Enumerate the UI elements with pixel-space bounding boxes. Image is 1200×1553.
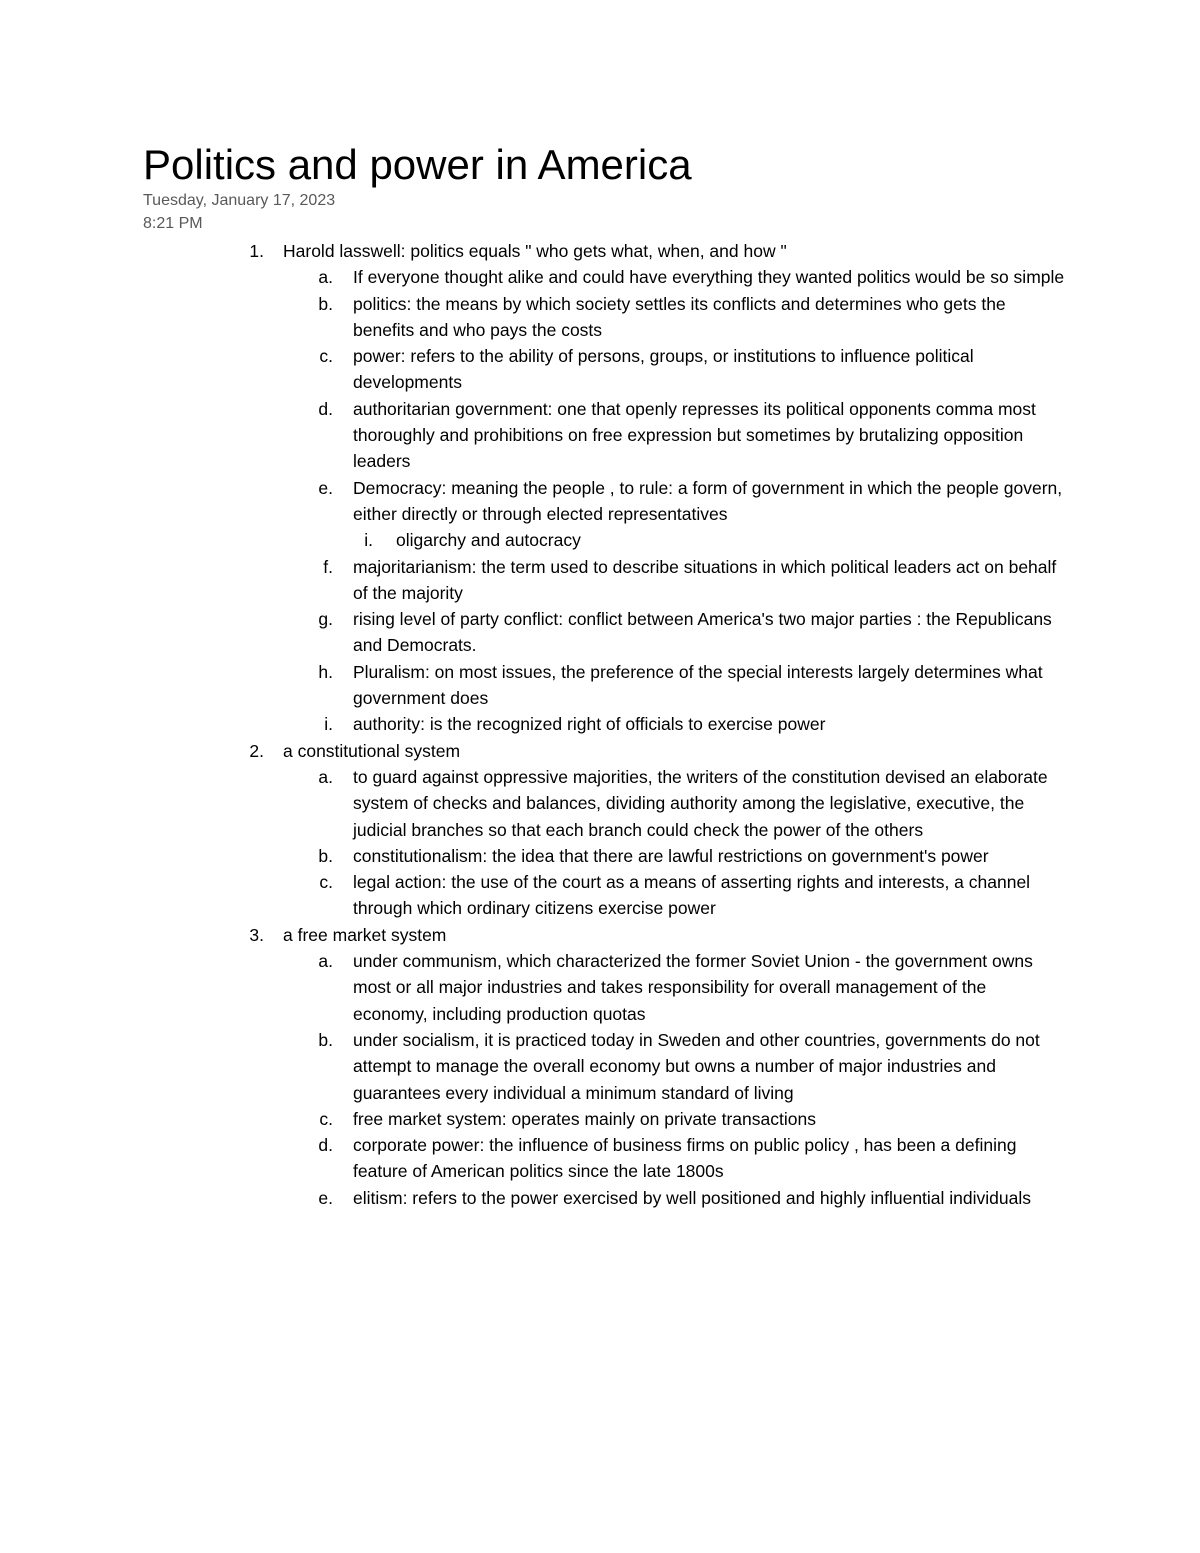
outline-subitem (0, 396, 1200, 475)
outline-subitem (0, 659, 1200, 712)
outline-text: oligarchy and autocracy (396, 530, 581, 551)
list-marker: d. (318, 398, 333, 419)
outline-text: Democracy: meaning the people , to rule: a form of government in which the people govern, either directly or through elected representatives (353, 477, 1063, 524)
list-marker: b. (318, 845, 333, 866)
outline-text: authoritarian government: one that openly represses its political opponents comma most thoroughly and prohibitions on free expression but sometimes by brutalizing opposition leaders (353, 398, 1036, 472)
list-marker: a. (318, 766, 333, 787)
list-marker: i. (324, 714, 333, 735)
outline-subitem (0, 764, 1200, 843)
outline-subitem (0, 1185, 1200, 1211)
list-marker: d. (318, 1135, 333, 1156)
outline-text: a constitutional system (283, 740, 461, 761)
outline-text: constitutionalism: the idea that there are lawful restrictions on government's power (353, 845, 989, 866)
outline-subitem (0, 869, 1200, 922)
list-marker: 2. (249, 740, 264, 761)
outline-text: Pluralism: on most issues, the preference of the special interests largely determines what government does (353, 661, 1043, 709)
list-marker: i. (364, 530, 373, 551)
outline-subitem (0, 343, 1200, 396)
outline-subitem (0, 711, 1200, 737)
list-marker: b. (318, 293, 333, 314)
outline-subitem (0, 606, 1200, 659)
outline-text: a free market system (283, 924, 447, 945)
outline-text: authority: is the recognized right of officials to exercise power (353, 714, 826, 735)
list-marker: 3. (249, 924, 264, 945)
outline-subitem (0, 554, 1200, 607)
outline-text: politics: the means by which society settles its conflicts and determines who gets the benefits and who pays the costs (353, 293, 1006, 340)
outline-text: to guard against oppressive majorities, the writers of the constitution devised an elaborate system of checks and balances, dividing authority among the legislative, executive, the judicial branches so that each branch could check the power of the others (353, 766, 1048, 840)
list-marker: c. (319, 872, 333, 893)
outline-item (0, 238, 1200, 264)
list-marker: f. (323, 556, 333, 577)
outline-text: free market system: operates mainly on private transactions (353, 1108, 816, 1129)
outline-item (0, 922, 1200, 948)
outline-text: If everyone thought alike and could have everything they wanted politics would be so simple (353, 267, 1065, 288)
outline-text: majoritarianism: the term used to describe situations in which political leaders act on behalf of the majority (353, 556, 1057, 603)
list-marker: 1. (249, 241, 264, 261)
outline-text: under communism, which characterized the former Soviet Union - the government owns most or all major industries and takes responsibility for overall management of the economy, including production quotas (353, 951, 1033, 1024)
outline-subsubitem (0, 527, 1200, 553)
outline-subitem (0, 843, 1200, 869)
outline-subitem (0, 1106, 1200, 1132)
outline-text: rising level of party conflict: conflict between America's two major parties : the Republicans and Democrats. (353, 609, 1052, 656)
list-marker: a. (318, 951, 333, 972)
outline-subitem (0, 475, 1200, 528)
list-marker: c. (319, 346, 333, 367)
note-date: Tuesday, January 17, 2023 (143, 192, 336, 209)
page-title: Politics and power in America (143, 141, 692, 188)
note-outline (0, 238, 1200, 1211)
outline-text: legal action: the use of the court as a means of asserting rights and interests, a channel through which ordinary citizens exercise power (353, 872, 1031, 919)
outline-item (0, 738, 1200, 764)
list-marker: c. (319, 1108, 333, 1129)
list-marker: e. (318, 1187, 333, 1208)
outline-text: corporate power: the influence of business firms on public policy , has been a defining feature of American politics since the late 1800s (353, 1135, 1017, 1182)
outline-subitem (0, 948, 1200, 1027)
outline-subitem (0, 264, 1200, 290)
note-time: 8:21 PM (143, 215, 203, 232)
outline-subitem (0, 1027, 1200, 1106)
outline-text: Harold lasswell: politics equals " who gets what, when, and how " (283, 241, 787, 261)
list-marker: a. (318, 267, 333, 288)
outline-text: under socialism, it is practiced today in Sweden and other countries, governments do not attempt to manage the overall economy but owns a number of major industries and guarantees every individual a minimum standard of living (353, 1029, 1040, 1103)
list-marker: b. (318, 1029, 333, 1050)
outline-text: elitism: refers to the power exercised by well positioned and highly influential individuals (353, 1187, 1031, 1208)
list-marker: h. (318, 661, 333, 682)
outline-text: power: refers to the ability of persons, groups, or institutions to influence political developments (353, 346, 974, 393)
outline-subitem (0, 291, 1200, 344)
list-marker: g. (318, 609, 333, 630)
outline-subitem (0, 1132, 1200, 1185)
list-marker: e. (318, 477, 333, 498)
